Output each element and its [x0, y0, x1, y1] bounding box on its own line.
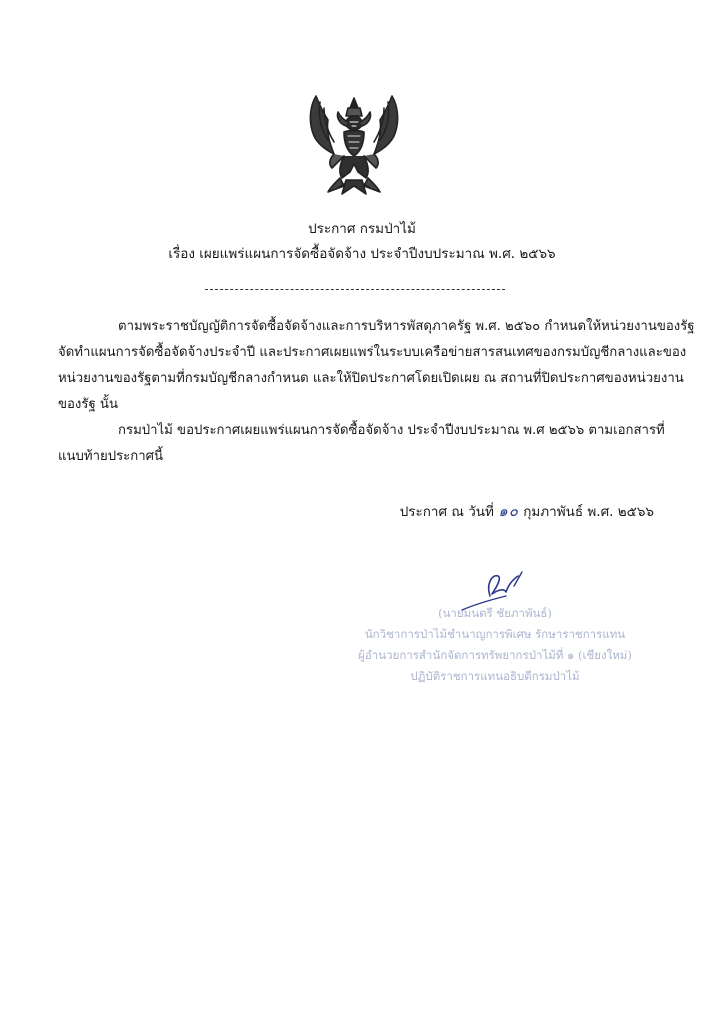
paragraph-1-line: หน่วยงานของรัฐตามที่กรมบัญชีกลางกำหนด และให้ปิดประกาศโดยเปิดเผย ณ สถานที่ปิดประกาศของหน่วยงาน — [58, 371, 684, 386]
paragraph-1 — [58, 314, 695, 418]
announcement-subject: เรื่อง เผยแพร่แผนการจัดซื้อจัดจ้าง ประจำปีงบประมาณ พ.ศ. ๒๕๖๖ — [168, 246, 556, 262]
signatory-position: ปฏิบัติราชการแทนอธิบดีกรมป่าไม้ — [410, 669, 580, 683]
signatory-block — [330, 603, 660, 687]
announcement-title: ประกาศ กรมป่าไม้ — [308, 221, 416, 237]
announcement-date — [400, 502, 654, 521]
date-day-handwritten: ๑๐ — [498, 502, 519, 520]
date-month-year: กุมภาพันธ์ พ.ศ. ๒๕๖๖ — [523, 504, 654, 520]
paragraph-1-line: ตามพระราชบัญญัติการจัดซื้อจัดจ้างและการบริหารพัสดุภาครัฐ พ.ศ. ๒๕๖๐ กำหนดให้หน่วยงานของรัฐ — [118, 319, 695, 334]
garuda-emblem-icon — [304, 92, 404, 196]
paragraph-2 — [58, 418, 665, 470]
paragraph-2-line: แนบท้ายประกาศนี้ — [58, 449, 164, 464]
signatory-position: ผู้อำนวยการสำนักจัดการทรัพยากรป่าไม้ที่ ๑ (เชียงใหม่) — [358, 648, 632, 662]
paragraph-1-line: จัดทำแผนการจัดซื้อจัดจ้างประจำปี และประกาศเผยแพร่ในระบบเครือข่ายสารสนเทศของกรมบัญชีกลางและของ — [58, 345, 687, 360]
paragraph-2-line: กรมป่าไม้ ขอประกาศเผยแพร่แผนการจัดซื้อจัดจ้าง ประจำปีงบประมาณ พ.ศ ๒๕๖๖ ตามเอกสารที่ — [118, 423, 665, 438]
signatory-name: (นายมนตรี ชัยภาพันธ์) — [438, 606, 552, 620]
separator-line — [205, 289, 505, 290]
date-prefix: ประกาศ ณ วันที่ — [399, 504, 494, 520]
paragraph-1-line: ของรัฐ นั้น — [58, 397, 118, 412]
signatory-position: นักวิชาการป่าไม้ชำนาญการพิเศษ รักษาราชการแทน — [364, 627, 626, 641]
